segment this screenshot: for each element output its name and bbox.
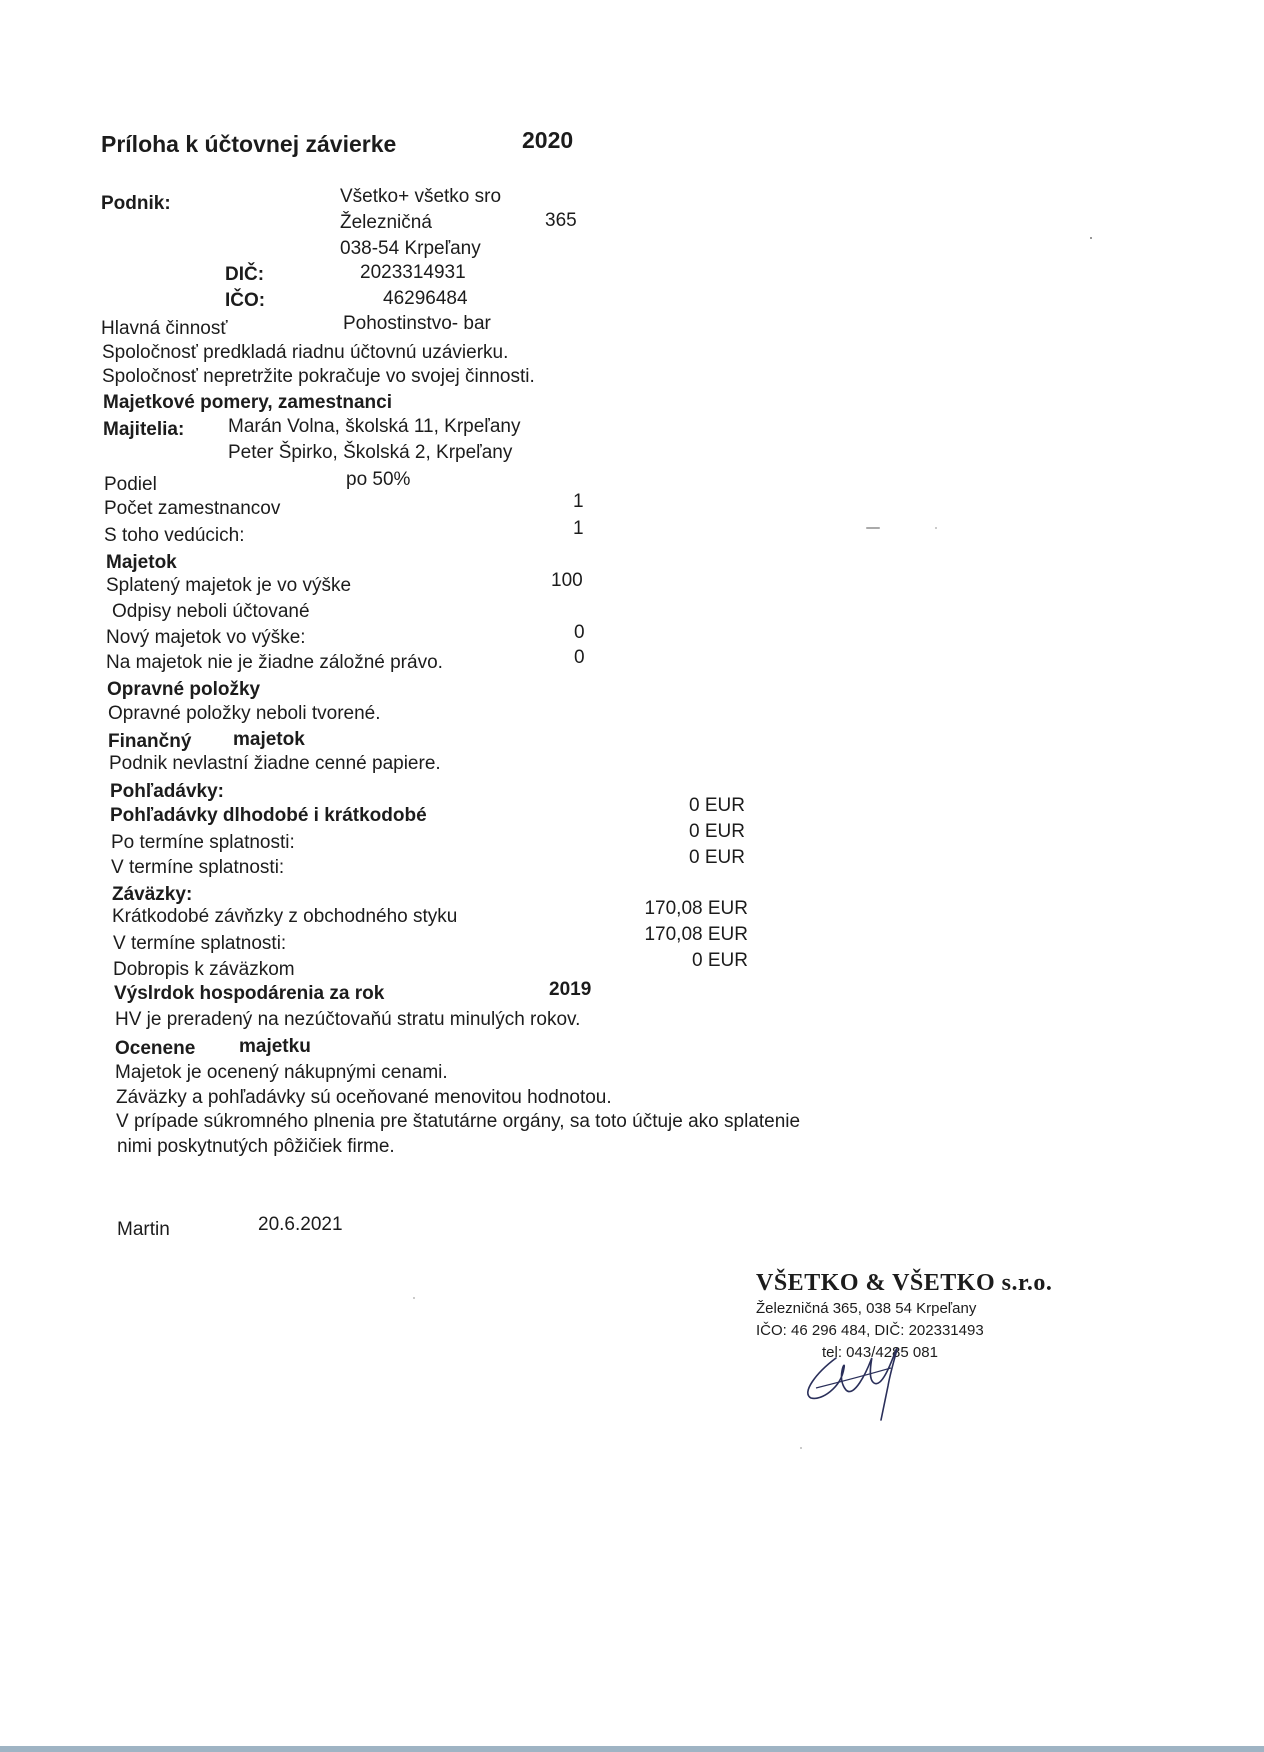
- company-street: Železničná: [340, 212, 432, 233]
- depreciation-note: Odpisy neboli účtované: [112, 601, 310, 622]
- trade-liabilities-value: 170,08 EUR: [644, 898, 748, 919]
- dic-value: 2023314931: [360, 262, 466, 283]
- employees-label: Počet zamestnancov: [104, 498, 281, 519]
- assets-heading: Majetok: [106, 552, 177, 573]
- valuation-line-2: Záväzky a pohľadávky sú oceňované menovitou hodnotou.: [116, 1087, 612, 1108]
- new-assets-label: Nový majetok vo výške:: [106, 627, 306, 648]
- new-assets-value: 0: [574, 622, 585, 643]
- valuation-line-4: nimi poskytnutých pôžičiek firme.: [117, 1136, 395, 1157]
- footer-date: 20.6.2021: [258, 1214, 343, 1235]
- stamp-company-name: VŠETKO & VŠETKO s.r.o.: [756, 1270, 1053, 1296]
- receivables-long-short-value: 0 EUR: [689, 795, 745, 816]
- paid-assets-value: 100: [551, 570, 583, 591]
- financial-heading-b: majetok: [233, 729, 305, 750]
- receivables-due-label: V termíne splatnosti:: [111, 857, 285, 878]
- owner-1: Marán Volna, školská 11, Krpeľany: [228, 416, 521, 437]
- adjustments-heading: Opravné položky: [107, 679, 261, 700]
- managers-value: 1: [573, 518, 584, 539]
- ownership-heading: Majetkové pomery, zamestnanci: [103, 392, 392, 413]
- scan-bottom-edge: [0, 1746, 1264, 1752]
- ico-value: 46296484: [383, 288, 468, 309]
- company-note-1: Spoločnosť predkladá riadnu účtovnú uzávierku.: [102, 342, 509, 363]
- scan-speck: [413, 1297, 415, 1299]
- company-label: Podnik:: [101, 193, 171, 214]
- receivables-heading: Pohľadávky:: [110, 781, 224, 802]
- signature-icon: [796, 1338, 926, 1428]
- footer-place: Martin: [117, 1219, 170, 1240]
- company-note-2: Spoločnosť nepretržite pokračuje vo svojej činnosti.: [102, 366, 535, 387]
- adjustments-text: Opravné položky neboli tvorené.: [108, 703, 381, 724]
- receivables-overdue-value: 0 EUR: [689, 821, 745, 842]
- share-value: po 50%: [346, 469, 411, 490]
- lien-label: Na majetok nie je žiadne záložné právo.: [106, 652, 443, 673]
- credit-note-value: 0 EUR: [692, 950, 748, 971]
- company-stamp: [756, 1270, 1076, 1363]
- credit-note-label: Dobropis k záväzkom: [113, 959, 295, 980]
- lien-value: 0: [574, 647, 585, 668]
- company-name: Všetko+ všetko sro: [340, 186, 502, 207]
- trade-liabilities-label: Krátkodobé závňzky z obchodného styku: [112, 906, 458, 927]
- valuation-line-3: V prípade súkromného plnenia pre štatutárne orgány, sa toto účtuje ako splatenie: [116, 1111, 801, 1132]
- scan-speck: [935, 527, 937, 529]
- owner-2: Peter Špirko, Školská 2, Krpeľany: [228, 442, 513, 463]
- employees-value: 1: [573, 491, 584, 512]
- managers-label: S toho vedúcich:: [104, 525, 245, 546]
- paid-assets-label: Splatený majetok je vo výške: [106, 575, 352, 596]
- document-year: 2020: [522, 127, 574, 153]
- activity-value: Pohostinstvo- bar: [343, 313, 491, 334]
- result-year: 2019: [549, 979, 592, 1000]
- owners-label: Majitelia:: [103, 419, 185, 440]
- valuation-heading-a: Ocenene: [115, 1038, 196, 1059]
- scan-speck: [866, 527, 880, 529]
- company-street-number: 365: [545, 210, 577, 231]
- share-label: Podiel: [104, 474, 157, 495]
- valuation-heading-b: majetku: [239, 1036, 311, 1057]
- liabilities-due-label: V termíne splatnosti:: [113, 933, 287, 954]
- receivables-long-short-label: Pohľadávky dlhodobé i krátkodobé: [110, 805, 427, 826]
- scan-speck: [800, 1447, 802, 1449]
- liabilities-heading: Záväzky:: [112, 884, 193, 905]
- valuation-line-1: Majetok je ocenený nákupnými cenami.: [115, 1062, 448, 1083]
- activity-label: Hlavná činnosť: [101, 318, 228, 339]
- liabilities-due-value: 170,08 EUR: [644, 924, 748, 945]
- company-city: 038-54 Krpeľany: [340, 238, 481, 259]
- result-text: HV je preradený na nezúčtovaňú stratu minulých rokov.: [115, 1009, 581, 1030]
- receivables-overdue-label: Po termíne splatnosti:: [111, 832, 295, 853]
- ico-label: IČO:: [225, 290, 266, 311]
- scan-speck: [1090, 237, 1092, 239]
- result-heading: Výslrdok hospodárenia za rok: [114, 983, 385, 1004]
- financial-text: Podnik nevlastní žiadne cenné papiere.: [109, 753, 441, 774]
- stamp-phone: tel: 043/4285 081: [822, 1344, 938, 1361]
- stamp-address: Železničná 365, 038 54 Krpeľany: [756, 1300, 977, 1317]
- stamp-ids: IČO: 46 296 484, DIČ: 202331493: [756, 1322, 984, 1339]
- document-title: Príloha k účtovnej závierke: [101, 131, 397, 157]
- dic-label: DIČ:: [225, 264, 265, 285]
- receivables-due-value: 0 EUR: [689, 847, 745, 868]
- financial-heading-a: Finančný: [108, 731, 192, 752]
